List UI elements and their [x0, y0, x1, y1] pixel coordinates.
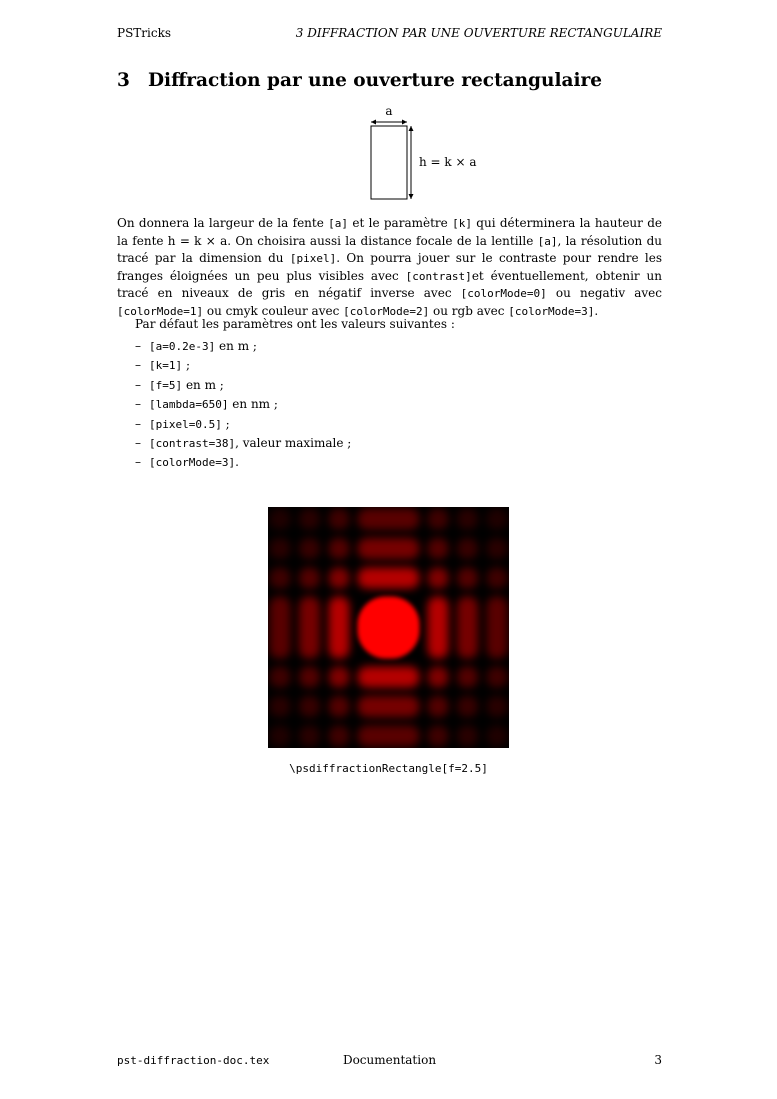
diffraction-fringe [329, 568, 350, 589]
code-colormode-2: [colorMode=2] [343, 304, 430, 318]
param-code: [a=0.2e-3] [149, 340, 216, 353]
diffraction-fringe [270, 597, 291, 659]
param-text: ; [182, 358, 190, 373]
diffraction-fringe [428, 509, 449, 530]
param-text: en m ; [182, 377, 224, 392]
diffraction-fringe [487, 509, 508, 530]
diffraction-fringe [358, 538, 420, 559]
footer-filename: pst-diffraction-doc.tex [117, 1054, 270, 1067]
header-right: 3 DIFFRACTION PAR UNE OUVERTURE RECTANGULAIRE [295, 26, 662, 40]
param-text: , valeur maximale ; [235, 435, 352, 450]
text-run: ou rgb avec [429, 303, 509, 318]
diffraction-fringe [487, 726, 508, 747]
text-run: . On pourra jouer sur le contraste pour rendre les franges éloignées un peu plus visibles avec [117, 251, 662, 283]
section-title: Diffraction par une ouverture rectangulaire [148, 70, 602, 91]
list-item: – [contrast=38], valeur maximale ; [135, 435, 352, 450]
diffraction-fringe [358, 509, 420, 530]
diffraction-fringe [487, 538, 508, 559]
defaults-intro: Par défaut les paramètres ont les valeurs suivantes : [135, 317, 455, 331]
height-arrow-head-top [409, 126, 414, 131]
list-item: – [k=1] ; [135, 358, 190, 373]
diffraction-fringe [270, 538, 291, 559]
code-a: [a] [328, 217, 349, 230]
diffraction-fringe [487, 667, 508, 688]
diffraction-fringe [270, 568, 291, 589]
diffraction-fringe [299, 597, 320, 659]
text-run: ou cmyk couleur avec [203, 303, 344, 318]
code-colormode-1: [colorMode=1] [117, 304, 204, 318]
code-a-focal: [a] [537, 234, 558, 248]
param-text: . [235, 455, 239, 470]
header-left: PSTricks [117, 26, 172, 40]
diffraction-fringe [329, 538, 350, 559]
diffraction-fringe [358, 568, 420, 589]
description-paragraph [117, 215, 662, 320]
diffraction-fringe [299, 696, 320, 717]
code-pixel: [pixel] [289, 252, 337, 265]
page-footer [117, 1053, 662, 1069]
diffraction-fringe [299, 568, 320, 589]
diffraction-pattern [268, 507, 509, 748]
param-text: en m ; [215, 339, 257, 353]
text-run: . [594, 303, 599, 318]
code-colormode-0: [colorMode=0] [460, 287, 547, 300]
diffraction-fringe [428, 568, 449, 589]
diffraction-fringe [299, 509, 320, 530]
diffraction-svg [268, 507, 509, 748]
text-run: On donnera la largeur de la fente [117, 216, 329, 230]
param-code: [colorMode=3] [149, 456, 236, 470]
list-item: – [lambda=650] en nm ; [135, 397, 278, 412]
diffraction-fringe [299, 667, 320, 688]
diffraction-fringe [270, 667, 291, 688]
code-contrast: [contrast] [405, 269, 472, 283]
code-colormode-3: [colorMode=3] [508, 304, 595, 318]
diffraction-fringe [329, 726, 350, 747]
height-arrow-head-bottom [409, 194, 414, 199]
diffraction-fringe [457, 667, 478, 688]
slit-width-label: a [385, 104, 393, 118]
diffraction-fringe [270, 696, 291, 717]
diffraction-fringe [457, 538, 478, 559]
param-code: [lambda=650] [149, 398, 229, 412]
section-number: 3 [117, 70, 130, 91]
list-item: – [a=0.2e-3] en m ; [135, 339, 257, 353]
diffraction-fringe [457, 696, 478, 717]
diffraction-fringe [428, 538, 449, 559]
diffraction-fringe [457, 726, 478, 747]
diffraction-fringe [270, 509, 291, 530]
param-code: [contrast=38] [149, 436, 236, 450]
text-run: ou negativ avec [546, 286, 662, 300]
diffraction-fringe [457, 509, 478, 530]
diffraction-fringe [270, 726, 291, 747]
text-run: et éventuellement, obtenir un tracé en niveaux de gris en négatif inverse avec [117, 268, 662, 300]
diffraction-fringe [299, 538, 320, 559]
diffraction-fringe [358, 597, 420, 659]
diffraction-fringe [428, 726, 449, 747]
footer-title: Documentation [342, 1053, 437, 1067]
diffraction-fringe [428, 696, 449, 717]
figure-caption: \psdiffractionRectangle[f=2.5] [289, 762, 488, 775]
diffraction-fringe [358, 696, 420, 717]
text-run: et le paramètre [348, 216, 453, 230]
width-arrow-head-left [371, 120, 376, 125]
diffraction-fringe [299, 726, 320, 747]
diffraction-fringe [487, 696, 508, 717]
param-code: [pixel=0.5] [149, 417, 222, 431]
diffraction-fringe [329, 696, 350, 717]
param-text: en nm ; [228, 397, 278, 412]
slit-rectangle [371, 126, 407, 199]
diffraction-fringe [329, 667, 350, 688]
section-heading [117, 70, 602, 91]
code-k: [k] [452, 217, 472, 230]
text-run: , la résolution du tracé par la dimension du [117, 233, 662, 265]
diffraction-fringe [358, 667, 420, 688]
slit-height-label: h = k × a [419, 155, 477, 169]
diffraction-fringe [329, 509, 350, 530]
page-header [117, 26, 662, 42]
diffraction-fringe [428, 667, 449, 688]
list-item: – [pixel=0.5] ; [135, 416, 230, 431]
diffraction-fringe [487, 568, 508, 589]
diffraction-fringe [487, 597, 508, 659]
slit-diagram [360, 100, 490, 204]
diffraction-fringe [457, 568, 478, 589]
page-number: 3 [654, 1053, 662, 1067]
diffraction-fringe [358, 726, 420, 747]
param-code: [k=1] [149, 359, 183, 373]
param-code: [f=5] [149, 378, 183, 392]
diffraction-fringe [329, 597, 350, 659]
diffraction-fringe [457, 597, 478, 659]
defaults-list [135, 337, 351, 473]
list-item: – [colorMode=3]. [135, 455, 239, 470]
diffraction-fringe [428, 597, 449, 659]
param-text: ; [221, 416, 230, 431]
text-run: qui déterminera la hauteur de la fente h = k × a. On choisira aussi la distance focale de la lentille [117, 216, 662, 248]
width-arrow-head-right [402, 120, 407, 125]
list-item: – [f=5] en m ; [135, 377, 224, 392]
